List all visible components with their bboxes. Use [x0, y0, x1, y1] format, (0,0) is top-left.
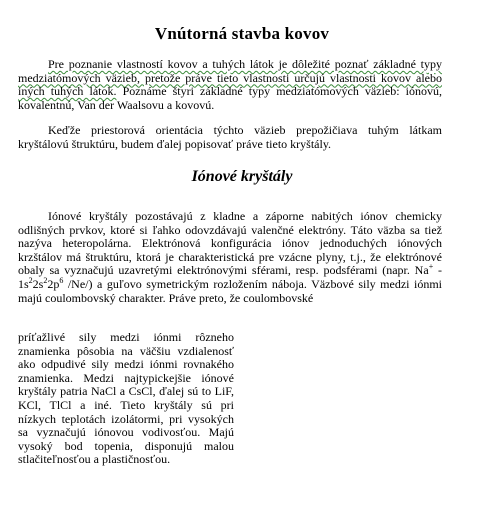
document-title: Vnútorná stavba kovov — [154, 24, 330, 43]
formula-part-d: /Ne/ — [63, 276, 89, 291]
paragraph-3-before: Iónové kryštály pozostávajú z kladne a záporne nabitých iónov chemicky odlišných prvkov, ktoré si ľahko odovzdávajú valenčné elektróny. Táto väzba sa tiež nazýva heteropolárna. Elektrónová konfigurácia iónov jednoduchých iónových krzštálov má štruktúru, ktorá je charakteristická pre vzácne plyny, t.j., že elektrónové obaly sa vyznačujú uzavretými elektrónovými sférami, resp. podsférami (napr. Na — [18, 209, 442, 278]
superscript-2b: 2 — [43, 275, 48, 285]
superscript-2a: 2 — [28, 275, 33, 285]
section-heading: Iónové kryštály — [191, 168, 293, 185]
paragraph-orientation — [18, 124, 442, 151]
intro-paragraph — [18, 58, 442, 112]
paragraph-2-text: Keďže priestorová orientácia týchto väzieb prepožičiava tuhým látkam kryštálovú štruktúru, budem ďalej popisovať práve tieto kryštály. — [18, 123, 442, 151]
grammar-underlined-text[interactable]: Pre poznanie vlastností kovov a tuhých látok je dôležité poznať základné typy medziatómových väzieb, pretože práve tieto vlastnosti určujú vlastnosti kovov alebo iných tuhých látok. — [18, 57, 442, 99]
intro-plain-text: Poznáme štyri základné typy medziatómových väzieb: iónovú, kovalentnú, Van der Waalsovu a kovovú. — [18, 84, 442, 112]
formula-part-c: 2p — [47, 276, 60, 291]
superscript-6: 6 — [59, 275, 64, 285]
formula-part-b: 2s — [32, 276, 44, 291]
formula-part-a: - 1s — [18, 263, 442, 291]
paragraph-narrow-column: príťažlivé sily medzi iónmi rôzneho znamienka pôsobia na väčšiu vzdialenosť ako odpudivé sily medzi iónmi rovnakého znamienka. Medzi najtypickejšie iónové kryštály patria NaCl a CsCl, ďalej sú to LiF, KCl, TlCl a iné. Tieto kryštály sú pri nízkych teplotách izolátormi, pri vysokých sa vyznačujú iónovou vodivosťou. Majú vysoký bod topenia, disponujú malou stlačiteľnosťou a plastičnosťou. — [18, 330, 234, 467]
paragraph-ionic-crystals — [18, 210, 442, 305]
paragraph-3-after: ) a guľovo symetrickým rozložením náboja. Väzbové sily medzi iónmi majú coulombovský charakter. Práve preto, že coulombovské — [18, 276, 442, 305]
superscript-plus: + — [428, 262, 434, 272]
